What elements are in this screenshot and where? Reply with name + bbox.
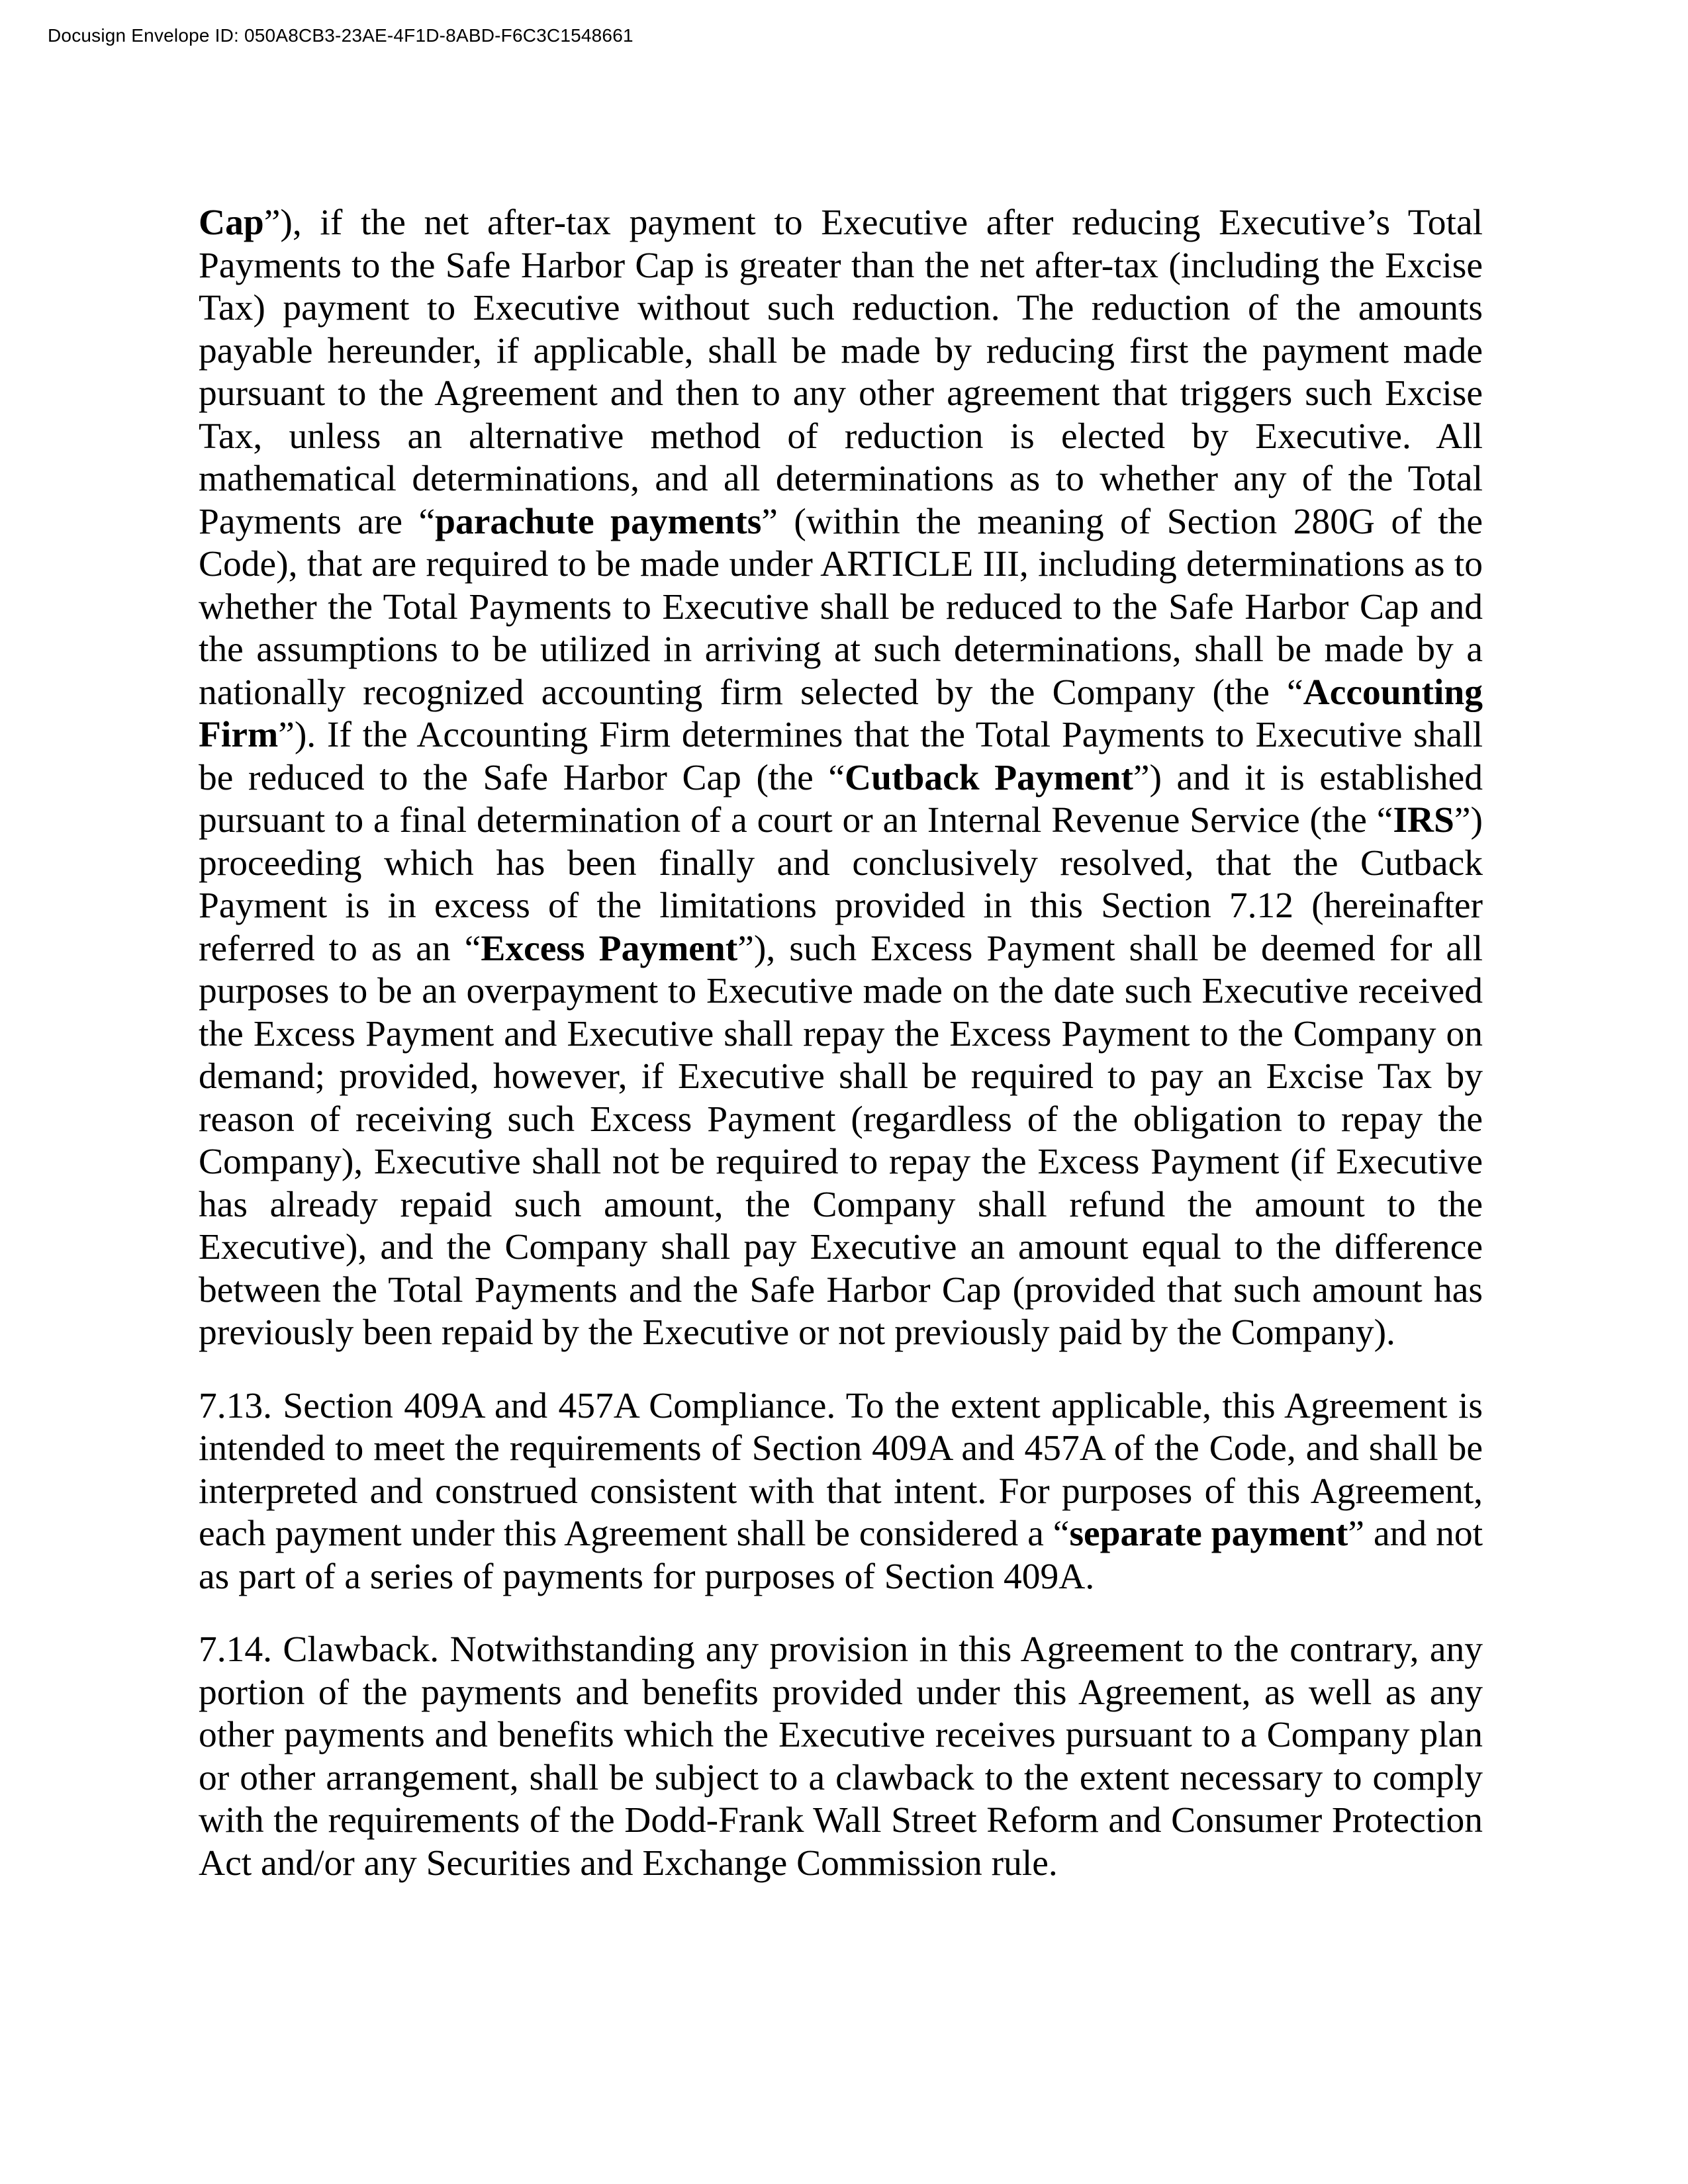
section-7-13-paragraph: 7.13. Section 409A and 457A Compliance. To the extent applicable, this Agreement is intended to meet the requirements of Section 409A and 457A of the Code, and shall be interpreted and construed consistent with that intent. For purposes of this Agreement, each payment under this Agreement shall be considered a “separate payment” and not as part of a series of payments for purposes of Section 409A. xyxy=(199,1385,1483,1597)
defined-term-cap: Cap xyxy=(199,203,264,243)
docusign-envelope-id: Docusign Envelope ID: 050A8CB3-23AE-4F1D-8ABD-F6C3C1548661 xyxy=(48,25,633,46)
section-7-14-paragraph: 7.14. Clawback. Notwithstanding any provision in this Agreement to the contrary, any portion of the payments and benefits provided under this Agreement, as well as any other payments and benefits which the Executive receives pursuant to a Company plan or other arrangement, shall be subject to a clawback to the extent necessary to comply with the requirements of the Dodd-Frank Wall Street Reform and Consumer Protection Act and/or any Securities and Exchange Commission rule. xyxy=(199,1629,1483,1884)
defined-term-accounting-firm: Accounting Firm xyxy=(199,672,1483,755)
defined-term-parachute-payments: parachute payments xyxy=(435,501,762,542)
defined-term-irs: IRS xyxy=(1393,800,1454,841)
document-body xyxy=(199,202,1483,1915)
defined-term-excess-payment: Excess Payment xyxy=(481,928,738,969)
defined-term-cutback-payment: Cutback Payment xyxy=(845,757,1133,798)
defined-term-separate-payment: separate payment xyxy=(1069,1514,1348,1554)
paragraph-safe-harbor-continued: Cap”), if the net after-tax payment to Executive after reducing Executive’s Total Payments to the Safe Harbor Cap is greater than the net after-tax (including the Excise Tax) payment to Executive without such reduction. The reduction of the amounts payable hereunder, if applicable, shall be made by reducing first the payment made pursuant to the Agreement and then to any other agreement that triggers such Excise Tax, unless an alternative method of reduction is elected by Executive. All mathematical determinations, and all determinations as to whether any of the Total Payments are “parachute payments” (within the meaning of Section 280G of the Code), that are required to be made under ARTICLE III, including determinations as to whether the Total Payments to Executive shall be reduced to the Safe Harbor Cap and the assumptions to be utilized in arriving at such determinations, shall be made by a nationally recognized accounting firm selected by the Company (the “Accounting Firm”). If the Accounting Firm determines that the Total Payments to Executive shall be reduced to the Safe Harbor Cap (the “Cutback Payment”) and it is established pursuant to a final determination of a court or an Internal Revenue Service (the “IRS”) proceeding which has been finally and conclusively resolved, that the Cutback Payment is in excess of the limitations provided in this Section 7.12 (hereinafter referred to as an “Excess Payment”), such Excess Payment shall be deemed for all purposes to be an overpayment to Executive made on the date such Executive received the Excess Payment and Executive shall repay the Excess Payment to the Company on demand; provided, however, if Executive shall be required to pay an Excise Tax by reason of receiving such Excess Payment (regardless of the obligation to repay the Company), Executive shall not be required to repay the Excess Payment (if Executive has already repaid such amount, the Company shall refund the amount to the Executive), and the Company shall pay Executive an amount equal to the difference between the Total Payments and the Safe Harbor Cap (provided that such amount has previously been repaid by the Executive or not previously paid by the Company). xyxy=(199,203,1483,1353)
